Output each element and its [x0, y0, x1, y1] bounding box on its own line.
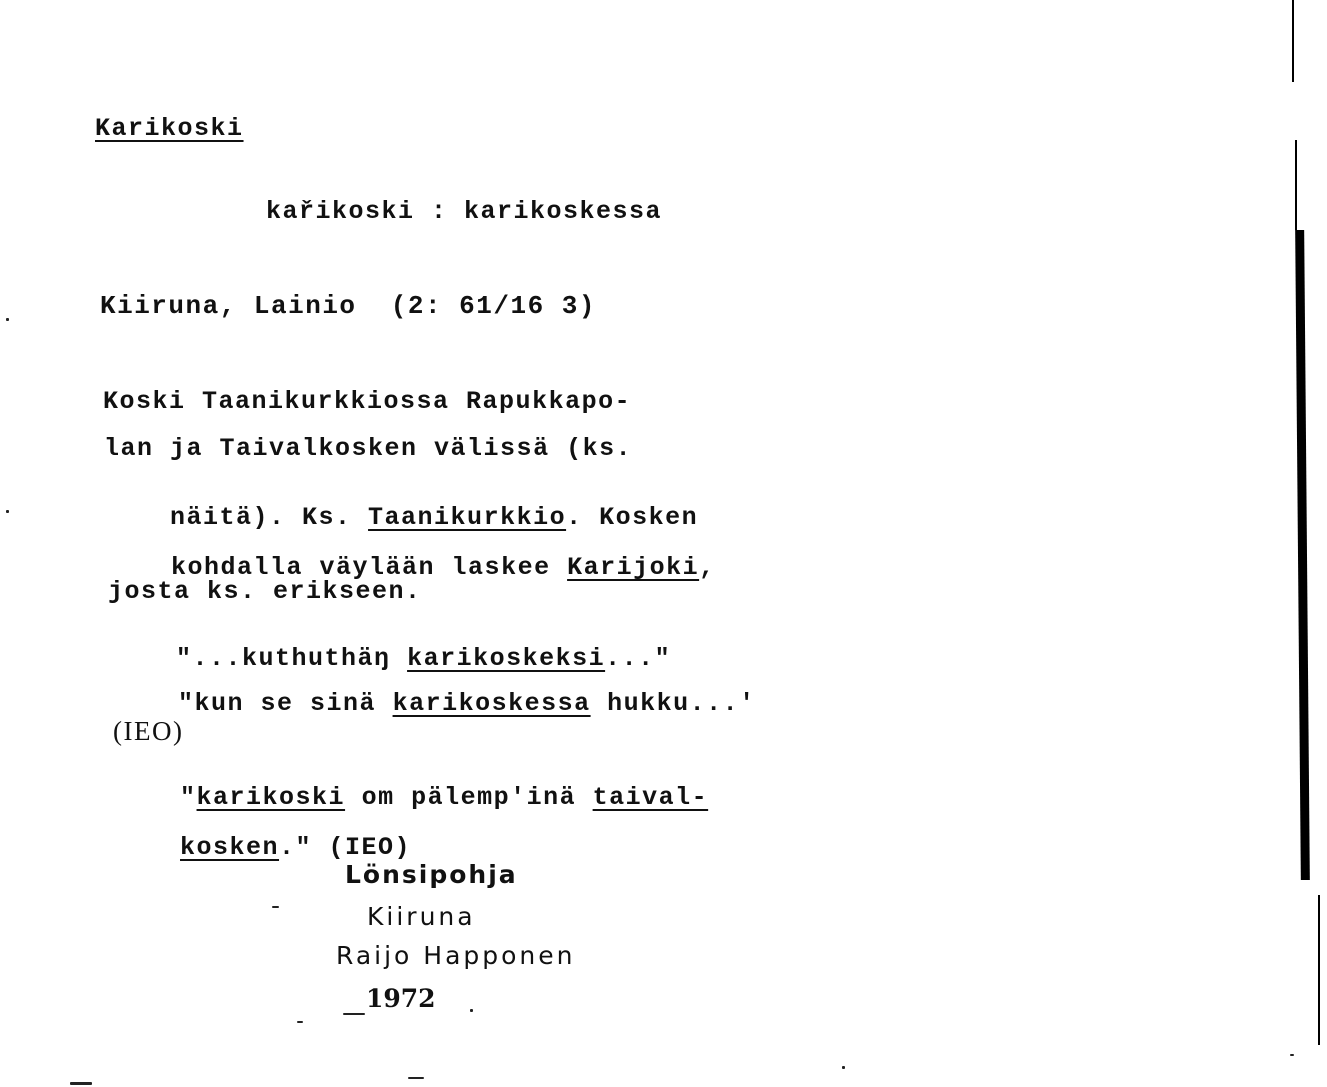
quote-highlight: karikoskessa [392, 689, 591, 718]
inflection-forms: kařikoski : karikoskessa [266, 197, 663, 226]
quote-text: " [180, 783, 197, 812]
card-edge-line [1318, 895, 1320, 1045]
body-line: josta ks. erikseen. [108, 577, 422, 606]
quote-text: hukku...' [590, 689, 756, 718]
location-source: Kiiruna, Lainio (2: 61/16 3) [100, 291, 596, 321]
quote-highlight: kosken [180, 833, 280, 862]
quote-text: ..." [605, 644, 672, 673]
stamp-region: Lönsipohja [345, 860, 518, 889]
stamp-collector: Raijo Happonen [336, 941, 576, 970]
scan-speck [6, 510, 9, 513]
scan-speck [1290, 1054, 1294, 1056]
scan-speck [343, 1013, 365, 1015]
body-line: lan ja Taivalkosken välissä (ks. [104, 434, 633, 463]
quote-text: om pälemp'inä [345, 783, 593, 812]
stamp-year: 1972 [366, 984, 436, 1013]
scan-speck [408, 1077, 424, 1079]
body-line: Koski Taanikurkkiossa Rapukkapo- [103, 387, 632, 416]
quote-highlight: karikoskeksi [407, 644, 606, 673]
quote-highlight: taival- [592, 783, 709, 812]
quote-line [112, 666, 756, 741]
body-text: . Kosken [566, 503, 699, 532]
scan-speck [842, 1066, 845, 1069]
scan-speck [272, 906, 279, 908]
quote-text: "kun se sinä [178, 689, 393, 718]
scan-speck [297, 1021, 303, 1023]
quote-text: "...kuthuthäŋ [176, 644, 408, 673]
scan-speck [470, 1009, 473, 1012]
body-text: , [699, 553, 716, 582]
card-edge-line [1292, 0, 1294, 82]
body-text: kohdalla väylään laskee [171, 553, 568, 582]
quote-source: (IEO) [113, 716, 184, 746]
scan-speck [6, 318, 9, 321]
quote-text: ." (IEO) [279, 833, 412, 862]
stamp-place: Kiiruna [367, 902, 476, 931]
headword: Karikoski [95, 114, 244, 143]
cross-reference-link: Taanikurkkio [368, 503, 567, 532]
cross-reference-link: Karijoki [567, 553, 700, 582]
quote-highlight: karikoski [196, 783, 346, 812]
card-edge-line [1295, 140, 1297, 230]
body-text: näitä). Ks. [170, 503, 369, 532]
card-edge-thick [1295, 230, 1310, 880]
scan-speck [70, 1082, 92, 1085]
